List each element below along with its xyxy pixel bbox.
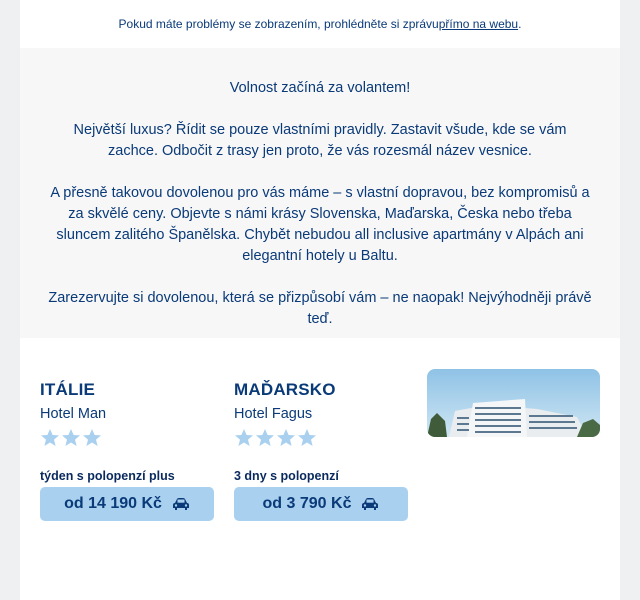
intro-headline: Volnost začíná za volantem! <box>229 80 411 96</box>
view-online-link[interactable]: přímo na webu <box>438 17 519 31</box>
hotel-rating-stars <box>40 428 214 450</box>
car-icon <box>172 497 190 511</box>
offer-card-italy[interactable] <box>40 378 214 521</box>
view-online-suffix: . <box>518 17 522 31</box>
intro-paragraph-1: Největší luxus? Řídit se pouze vlastními pravidly. Zastavit všude, kde se vám zachce. Odbočit z trasy jen proto, že vás rozesmál název vesnice. <box>73 122 567 159</box>
price-label: od 14 190 Kč <box>64 495 162 512</box>
star-icon <box>297 428 317 448</box>
view-online-bar <box>20 0 620 48</box>
star-icon <box>255 428 275 448</box>
offer-board-type: 3 dny s polopenzí <box>234 469 339 483</box>
view-online-text: Pokud máte problémy se zobrazením, prohlédněte si zprávu <box>118 17 439 31</box>
price-label: od 3 790 Kč <box>262 495 352 512</box>
intro-paragraph-2: A přesně takovou dovolenou pro vás máme – s vlastní dopravou, bez kompromisů a za skvělé ceny. Objevte s námi krásy Slovenska, Maďarska, Česka nebo třeba sluncem zalitého Španělska. Chybět nebudou all inclusive apartmány v Alpách ani elegantní hotely u Baltu. <box>50 185 590 264</box>
star-icon <box>61 428 81 448</box>
intro-paragraph-3: Zarezervujte si dovolenou, která se přizpůsobí vám – ne naopak! Nejvýhodněji právě teď. <box>48 290 592 327</box>
hotel-rating-stars <box>234 428 408 450</box>
star-icon <box>234 428 254 448</box>
offer-country: ITÁLIE <box>40 380 96 399</box>
offer-board-type: týden s polopenzí plus <box>40 469 175 483</box>
star-icon <box>82 428 102 448</box>
hotel-photo[interactable] <box>427 369 600 437</box>
offer-hotel-name: Hotel Fagus <box>234 406 313 422</box>
offers-section <box>20 338 620 600</box>
star-icon <box>40 428 60 448</box>
price-button[interactable] <box>40 487 214 521</box>
intro-section <box>20 48 620 338</box>
offer-hotel-name: Hotel Man <box>40 406 107 422</box>
car-icon <box>361 497 379 511</box>
offer-country: MAĎARSKO <box>234 380 336 399</box>
hotel-building-image <box>427 369 600 437</box>
star-icon <box>276 428 296 448</box>
offer-card-hungary[interactable] <box>234 378 408 521</box>
price-button[interactable] <box>234 487 408 521</box>
